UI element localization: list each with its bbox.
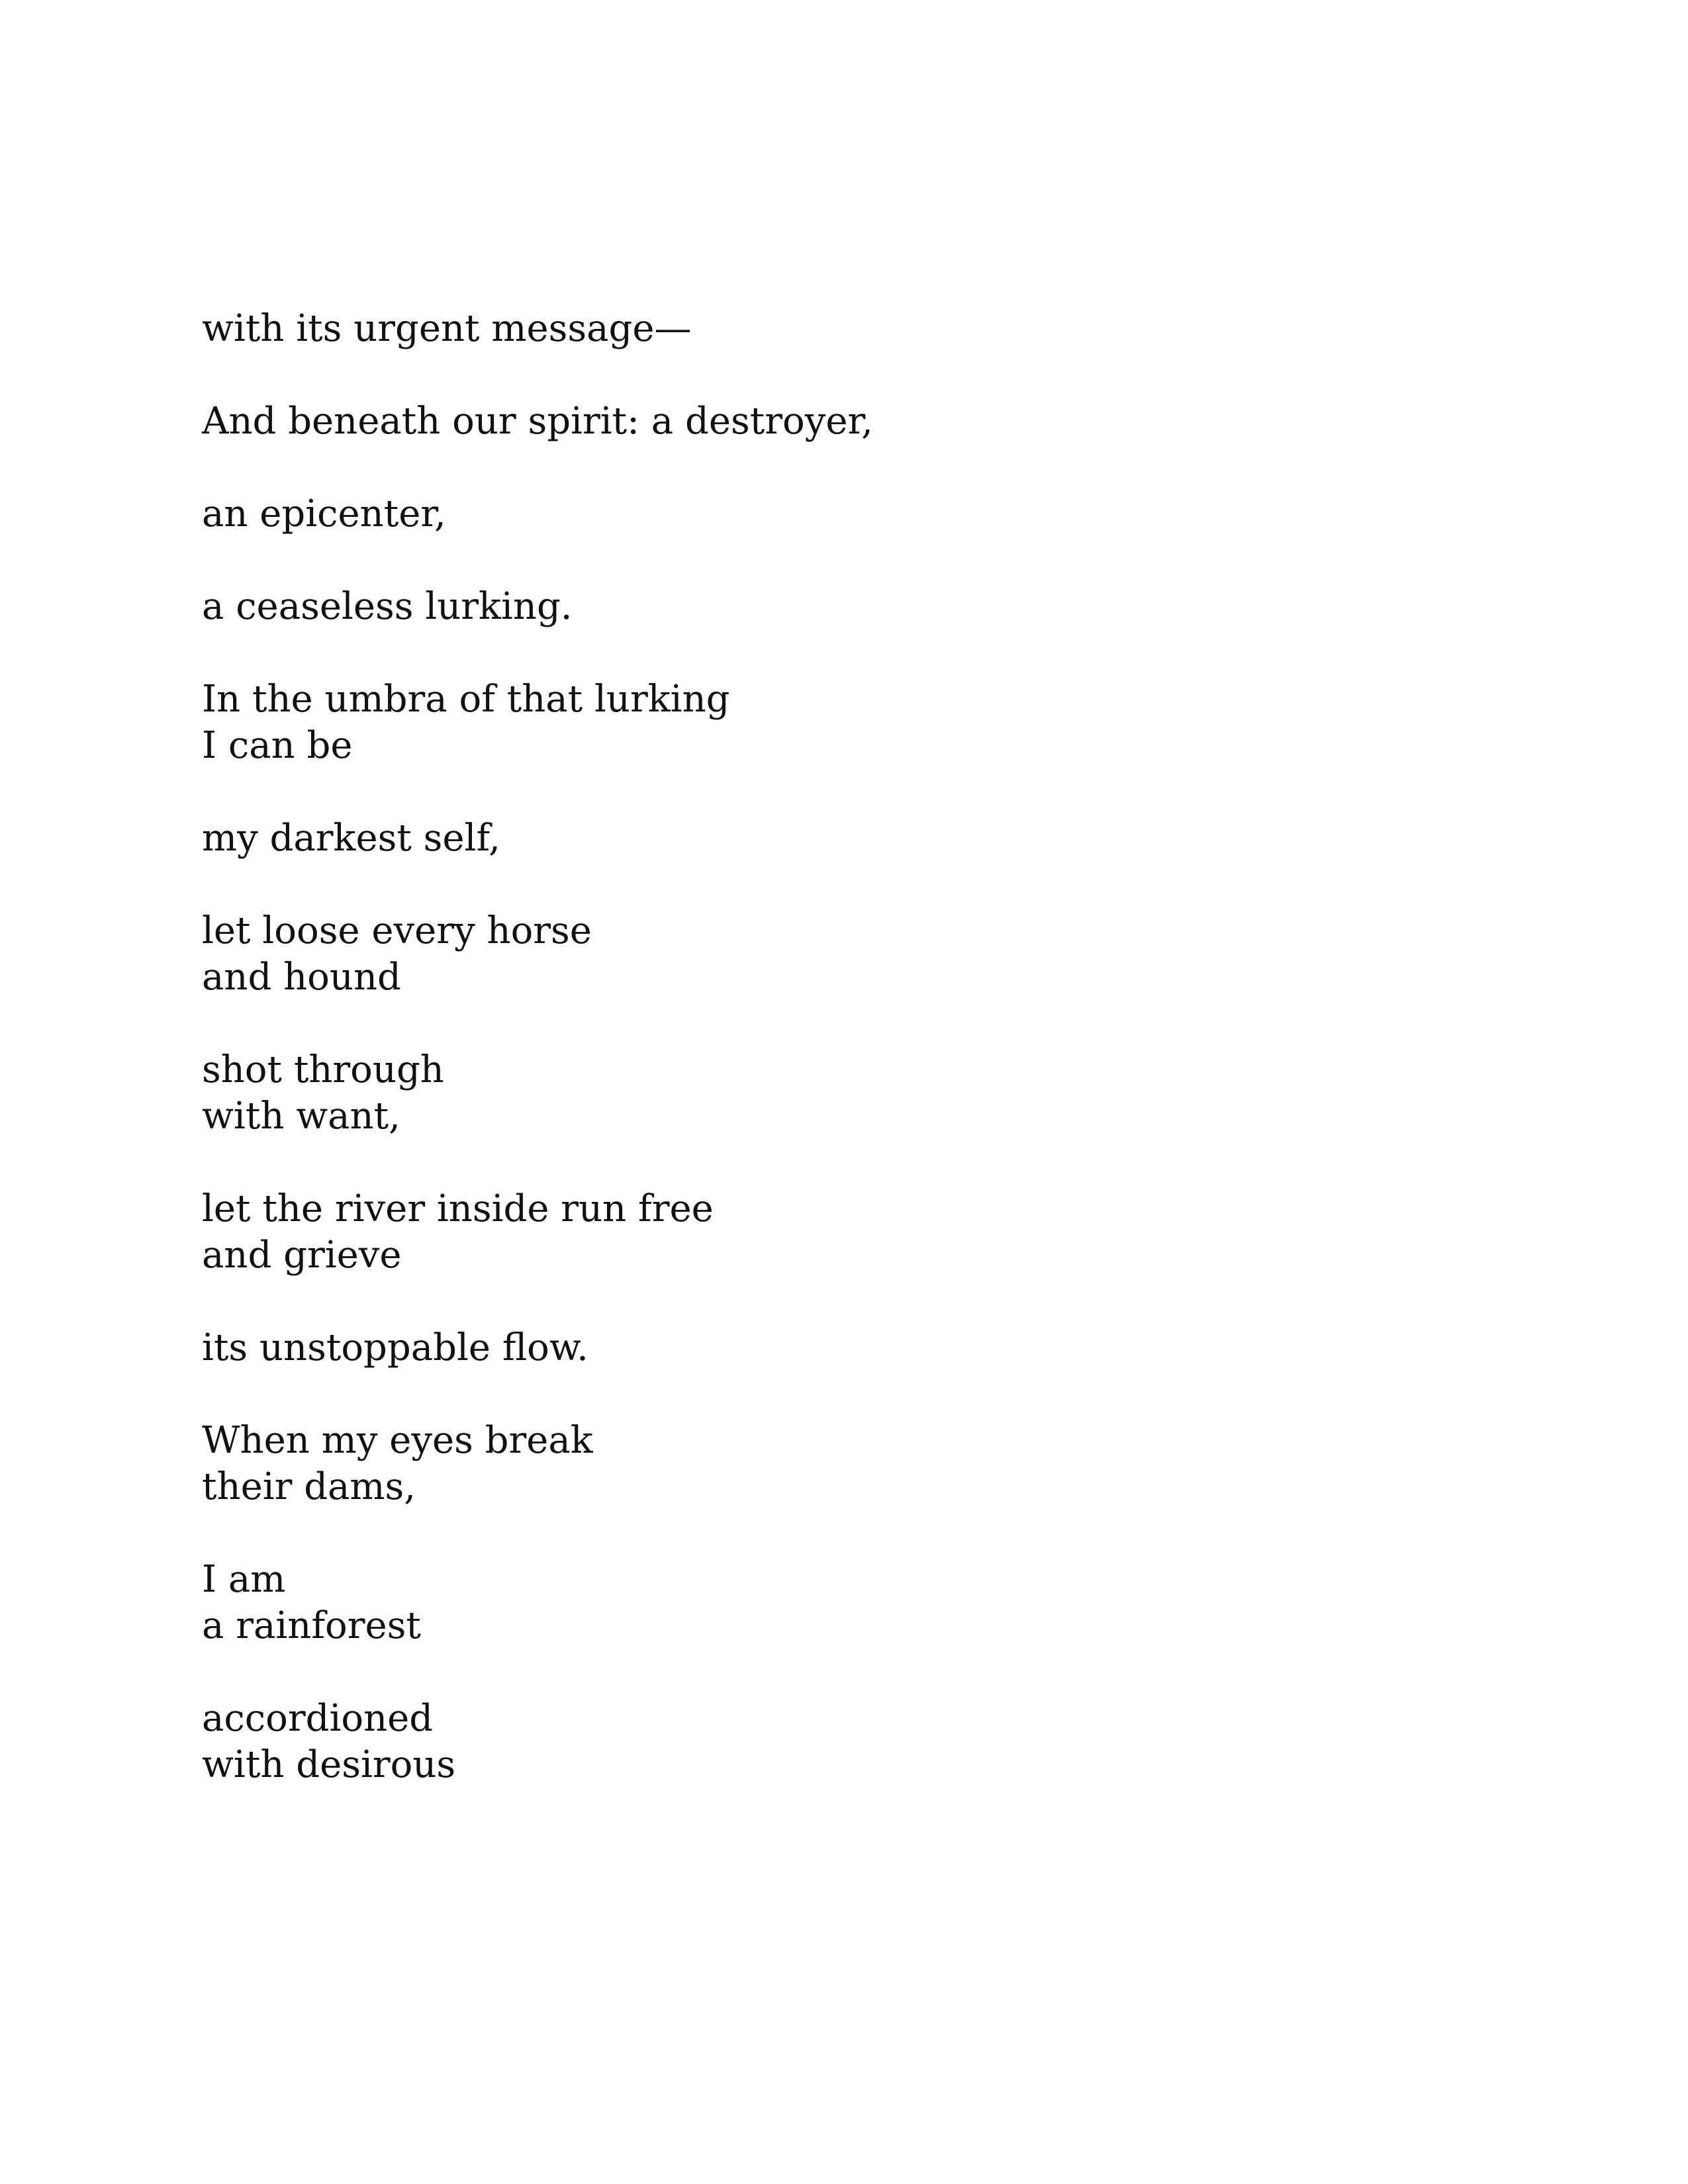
poem-line: a ceaseless lurking. bbox=[202, 585, 573, 628]
poem-line: let loose every horse bbox=[202, 909, 592, 952]
stanza bbox=[202, 815, 1526, 862]
stanza bbox=[202, 1696, 1526, 1788]
poem-line: accordioned bbox=[202, 1697, 434, 1740]
poem-line: shot through bbox=[202, 1048, 444, 1091]
stanza bbox=[202, 1325, 1526, 1371]
poem-line: its unstoppable flow. bbox=[202, 1326, 588, 1369]
poem-line: with want, bbox=[202, 1095, 400, 1138]
stanza bbox=[202, 1186, 1526, 1279]
stanza bbox=[202, 1418, 1526, 1510]
poem-line: a rainforest bbox=[202, 1604, 421, 1647]
stanza bbox=[202, 491, 1526, 537]
poem-line: I can be bbox=[202, 724, 353, 767]
poem-line: their dams, bbox=[202, 1465, 416, 1508]
poem-line: my darkest self, bbox=[202, 817, 500, 860]
poem-line: an epicenter, bbox=[202, 492, 446, 535]
stanza bbox=[202, 306, 1526, 352]
stanza bbox=[202, 1047, 1526, 1140]
poem-line: And beneath our spirit: a destroyer, bbox=[202, 400, 873, 443]
poem-line: with desirous bbox=[202, 1743, 456, 1786]
stanza bbox=[202, 1557, 1526, 1649]
stanza bbox=[202, 398, 1526, 445]
poem-line: and hound bbox=[202, 956, 401, 999]
stanza bbox=[202, 676, 1526, 769]
poem-line: with its urgent message— bbox=[202, 307, 692, 350]
poem-body bbox=[202, 306, 1526, 1788]
poem-line: When my eyes break bbox=[202, 1419, 593, 1462]
stanza bbox=[202, 584, 1526, 630]
stanza bbox=[202, 908, 1526, 1001]
poem-line: I am bbox=[202, 1558, 286, 1601]
poem-line: let the river inside run free bbox=[202, 1187, 714, 1230]
poem-line: and grieve bbox=[202, 1234, 402, 1277]
poem-line: In the umbra of that lurking bbox=[202, 678, 730, 721]
